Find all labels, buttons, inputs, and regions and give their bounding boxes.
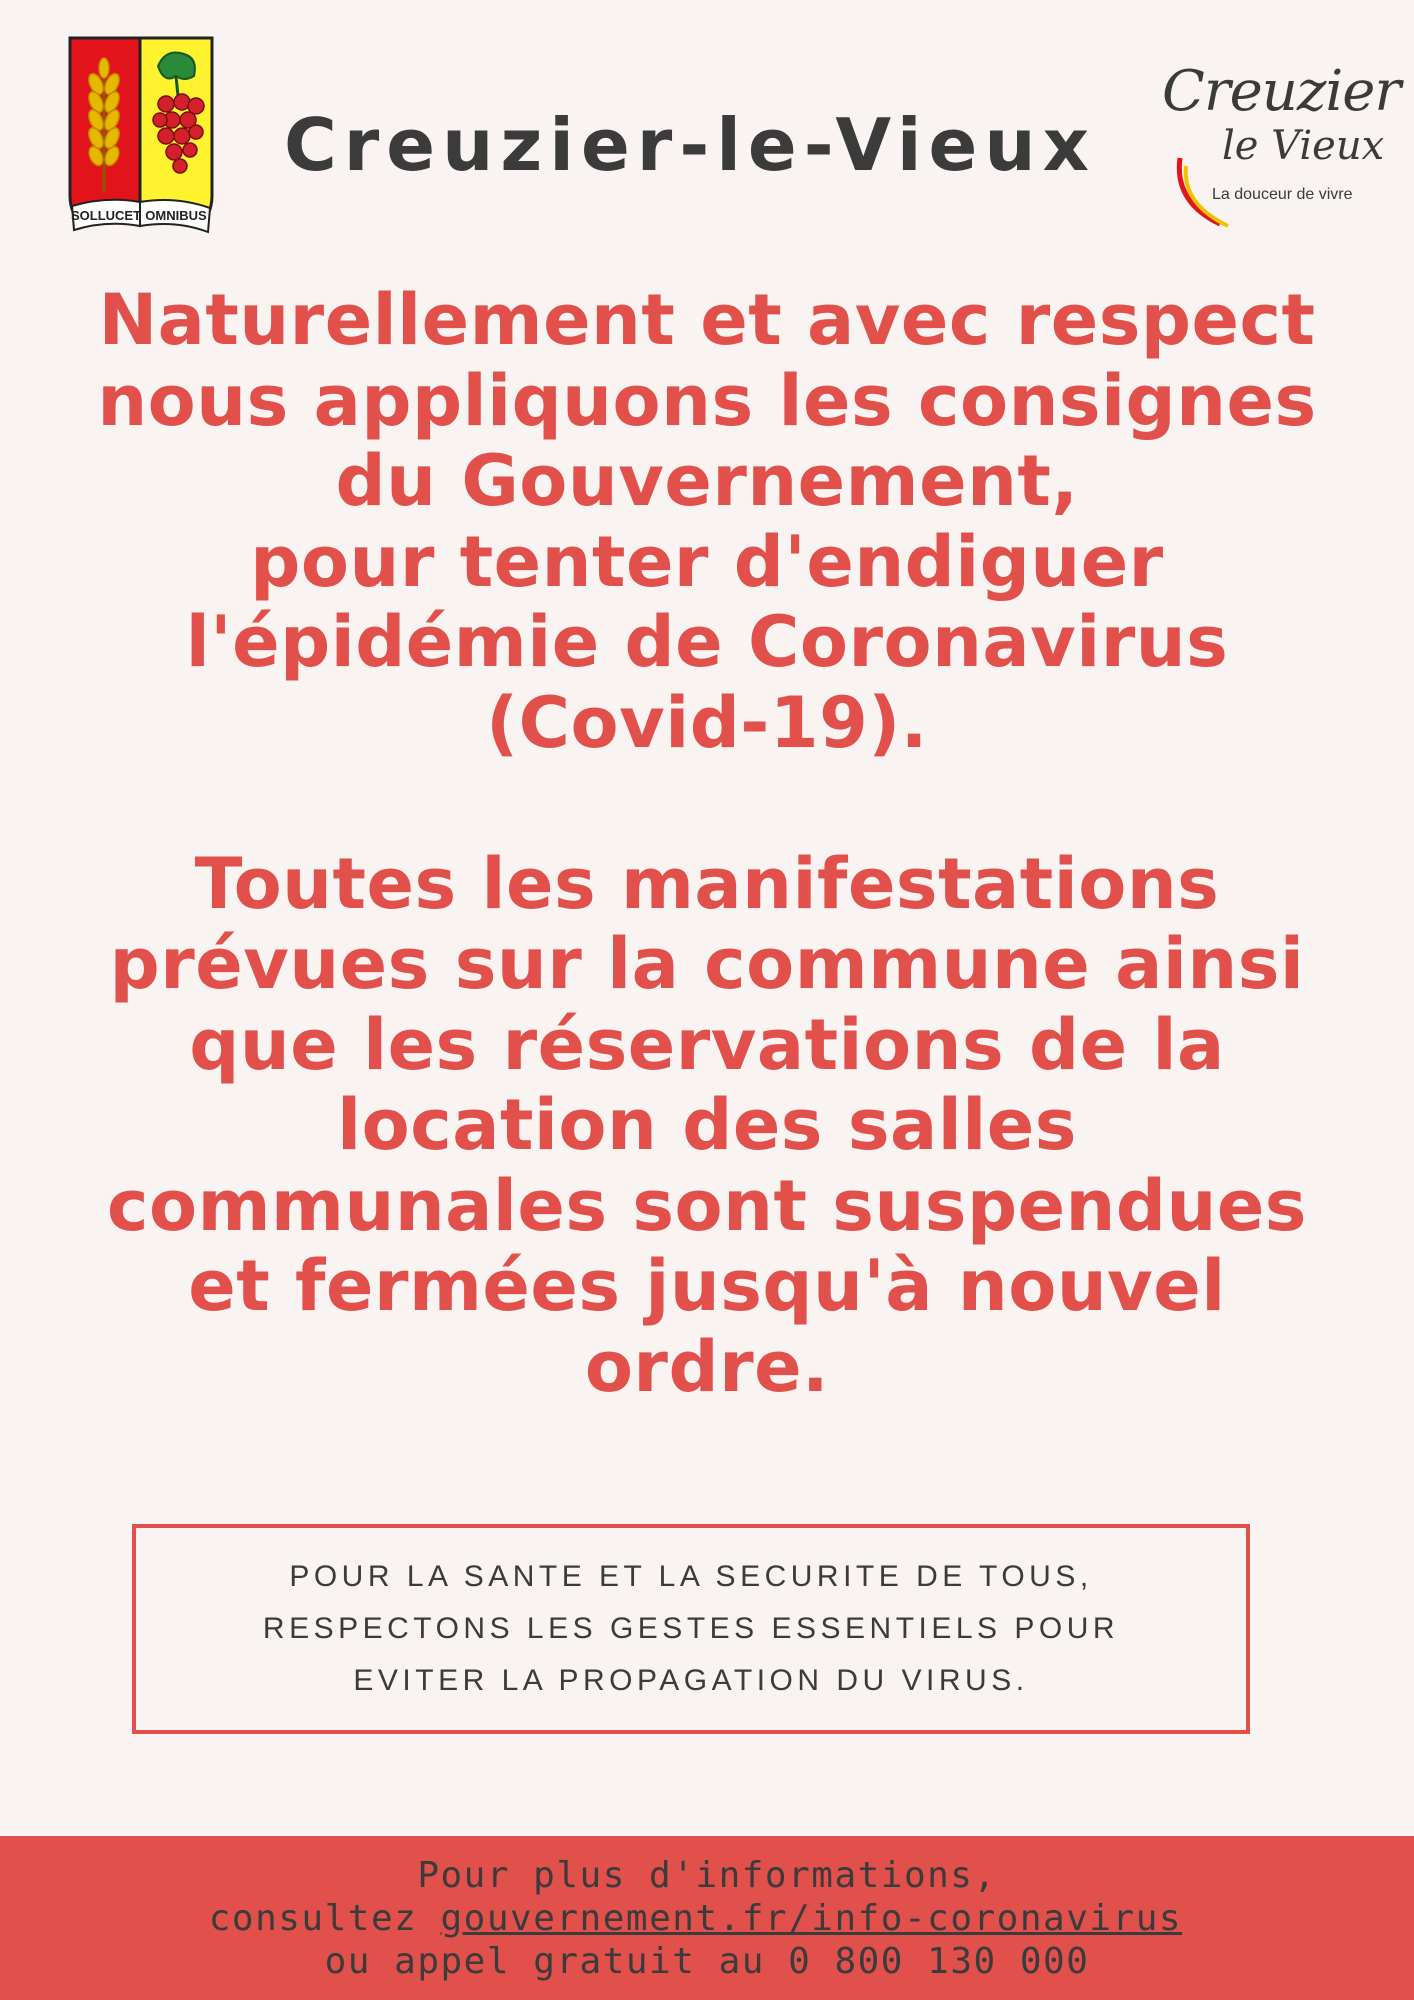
crest-motto-right: OMNIBUS [145, 208, 207, 223]
message-line: l'épidémie de Coronavirus [185, 601, 1229, 683]
logo-script-line2: le Vieux [1222, 123, 1385, 169]
message-line: nous appliquons les consignes [97, 359, 1317, 442]
notice-line: RESPECTONS LES GESTES ESSENTIELS POUR [262, 1612, 1120, 1645]
notice-line: POUR LA SANTE ET LA SECURITE DE TOUS, [289, 1560, 1093, 1593]
notice-line: EVITER LA PROPAGATION DU VIRUS. [353, 1664, 1029, 1697]
main-message [40, 280, 1374, 1407]
footer-line3: ou appel gratuit au 0 800 130 000 [324, 1941, 1090, 1982]
message-line: (Covid-19). [486, 681, 928, 764]
message-line: ordre. [584, 1325, 830, 1408]
crest-motto-left: SOLLUCET [70, 208, 142, 223]
coat-of-arms-crest [66, 36, 216, 246]
message-line: communales sont suspendues [107, 1164, 1307, 1247]
logo-script-line1: Creuzier [1162, 59, 1401, 124]
footer-consultez: consultez [208, 1898, 418, 1939]
message-line: que les réservations de la [189, 1003, 1225, 1086]
message-line: du Gouvernement, [335, 440, 1079, 522]
footer-line1: Pour plus d'informations, [417, 1855, 997, 1896]
government-info-link[interactable]: gouvernement.fr/info-coronavirus [440, 1898, 1183, 1939]
town-title: Creuzier-le-Vieux [283, 103, 1097, 187]
message-line: prévues sur la commune ainsi [109, 923, 1305, 1005]
safety-notice-box [132, 1524, 1250, 1734]
paragraph-gap [40, 763, 1374, 844]
town-logo [1152, 59, 1401, 232]
message-line: location des salles [337, 1084, 1077, 1166]
logo-tagline: La douceur de vivre [1212, 186, 1353, 203]
info-footer [0, 1836, 1414, 2000]
footer-line2 [0, 1897, 1414, 1940]
message-line: Naturellement et avec respect [98, 279, 1316, 361]
message-line: et fermées jusqu'à nouvel [188, 1245, 1226, 1327]
message-line: pour tenter d'endiguer [250, 520, 1164, 603]
message-line: Toutes les manifestations [194, 842, 1220, 925]
